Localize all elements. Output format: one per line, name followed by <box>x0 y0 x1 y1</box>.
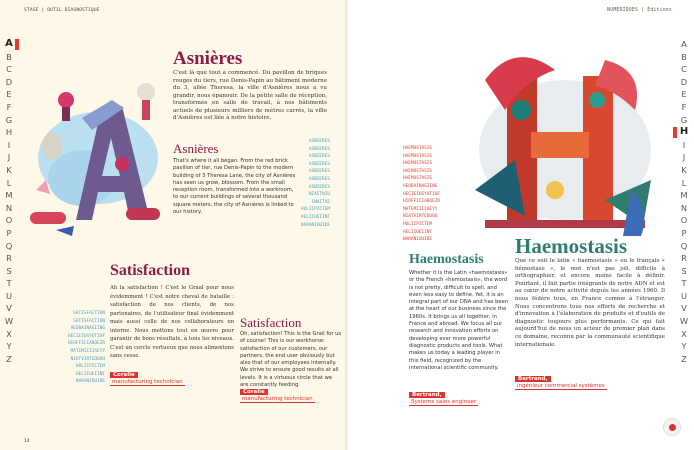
alphabet-letter: D <box>680 76 688 87</box>
word-list-item: HAEMOSTASIS <box>403 168 433 174</box>
alphabet-letter: Y <box>6 341 12 352</box>
bertrand-badge-en <box>409 392 478 406</box>
alphabet-letter: H <box>679 126 689 138</box>
alphabet-letter: L <box>6 177 12 188</box>
word-list-item: HIOFFICIABOEZR <box>67 341 105 347</box>
letter-a-illustration <box>26 60 166 245</box>
word-list-item: ASNIERES <box>308 176 330 182</box>
word-list-item: ASNIERES <box>308 184 330 190</box>
satisfaction-word-column <box>60 310 105 386</box>
alphabet-letter: F <box>681 101 687 112</box>
word-list-item: HEOBAINAGIING <box>403 183 438 189</box>
alphabet-letter: K <box>6 164 12 175</box>
bertrand-badge-fr <box>515 376 607 390</box>
word-list-item: ASNIERES <box>308 169 330 175</box>
word-list-item: SATISFACTION <box>73 311 105 316</box>
word-list-item: ASNIERES <box>308 146 330 152</box>
word-list-item: HAEMOSTASIS <box>403 176 433 182</box>
word-list-item: HOLIIPICTEM <box>300 207 330 213</box>
alphabet-letter: A <box>5 38 13 49</box>
word-list-item: HOLIIPICTEM <box>75 364 105 370</box>
letter-h-illustration <box>455 40 660 240</box>
page-number-left: 14 <box>24 439 30 444</box>
alphabet-index-right <box>677 38 691 365</box>
alphabet-letter: F <box>6 101 12 112</box>
alphabet-letter: Y <box>681 341 687 352</box>
alphabet-letter: N <box>5 202 13 213</box>
word-list-item: NIATVIRTEDUOU <box>70 356 105 362</box>
coralie-badge-en <box>240 389 315 403</box>
alphabet-letter: M <box>5 190 13 201</box>
asnieres-en-title: Asnières <box>173 141 219 156</box>
word-list-item: HAEMOSTASIS <box>403 161 433 167</box>
right-page <box>347 0 694 450</box>
satisfaction-en-text: Oh, satisfaction! This is the Grail for us of course! This is our workhorse: satisfaction of our customers, our partners, the end user obviously but also that of our employees internally. We strive to ensure good results at all levels. It is a virtuous circle that we are constantly feeding. <box>240 331 342 389</box>
alphabet-letter: E <box>6 89 12 100</box>
alphabet-letter: Z <box>6 353 12 364</box>
alphabet-letter: I <box>7 139 11 150</box>
alphabet-letter: M <box>680 190 688 201</box>
alphabet-letter: J <box>682 152 686 163</box>
alphabet-letter: C <box>6 64 12 75</box>
coralie-badge-fr <box>110 372 185 386</box>
badge-name: Coralie <box>110 372 138 378</box>
word-list-item: HAEMOSTASIS <box>403 146 433 151</box>
asnieres-en-text: That's where it all began. From the red brick pavilion of tier, rue Denis-Papin to the modern building of 3 Theresa Lane, the city of Asnières has seen us grow, blossom. From the small reception room, transformed into a workroom, to our current buildings of several thousand square meters, the city of Asnières is linked to our history. <box>173 158 296 216</box>
word-list-item: HAEMOSTASIS <box>403 153 433 159</box>
haemostasis-fr-text: Que ce soit le latin « haemostasis » ou le français « hémostase », le mot n'est pas joli, difficile à orthographier, et encore moins facile à définir. Pourtant, il fait partie intégrante de notre ADN et est au cœur de notre activité depuis les années 1960. Il nous fédère tous, en France comme à l'étranger. Nous concentrons tous nos efforts de recherche et d'innovation à l'élaboration de produits et d'outils de diagnostic toujours plus performants. Ce qui fait aujourd'hui de nous un acteur de premier plan dans ce domaine, reconnu par la communauté scientifique internationale. <box>515 258 665 348</box>
alphabet-letter: G <box>5 114 13 125</box>
word-list-item: HIOFFICIABOEZR <box>403 199 441 205</box>
asnieres-fr-text: C'est là que tout a commencé. Du pavillon de briques rouges du tiers, rue Denis-Papin au bâtiment moderne du 3, allée Theresa, la ville d'Asnières nous a vu grandir, nous épanouir. De la petite salle de réception, transformée en salle de travail, à nos bâtiments actuels de plusieurs milliers de mètres carrés, la ville d'Asnières est liée à notre histoire. <box>173 70 327 121</box>
active-letter-marker <box>15 39 19 50</box>
word-list-item: NIATVIRTEDUOU <box>403 214 438 220</box>
alphabet-letter: P <box>681 227 687 238</box>
word-list-item: SATISFACTION <box>73 318 105 324</box>
badge-role: ingénieur commercial systèmes <box>517 383 605 389</box>
word-list-item: HELIIUEIINT <box>300 214 330 220</box>
satisfaction-en-title: Satisfaction <box>240 315 302 330</box>
alphabet-letter: W <box>679 316 689 327</box>
badge-name: Coralie <box>240 389 268 395</box>
alphabet-letter: D <box>5 76 13 87</box>
word-list-item: HEOBAINAGIING <box>70 326 105 332</box>
alphabet-letter: Q <box>680 240 688 251</box>
badge-name: Bertrand, <box>515 376 551 382</box>
satisfaction-fr-title: Satisfaction <box>110 262 190 279</box>
word-list-item: HELIIUEIINT <box>75 371 105 377</box>
asnieres-fr-title: Asnières <box>173 48 243 69</box>
word-list-item: ASNIERES <box>308 139 330 144</box>
haemostasis-en-title: Haemostasis <box>409 252 484 267</box>
alphabet-letter: R <box>681 253 687 264</box>
haemostasis-en-text: Whether it is the Latin «haemostasis» or the French «hemostasis», the word is not pretty, difficult to spell, and even less easy to define. Yet, it is an integral part of our DNA and has been at the heart of our business since the 1960s. It brings us all together, in France and abroad. We focus all our research and innovation efforts on developing ever more powerful diagnostic products and tools. What makes us today a leading player in this field, recognized by the international scientific community. <box>409 270 509 371</box>
running-head-right: NUMÉRIQUES | Éditions <box>607 8 672 13</box>
badge-name: Bertrand, <box>409 392 445 398</box>
alphabet-letter: G <box>680 114 688 125</box>
word-list-item: NARANIOUIDE <box>403 237 433 243</box>
alphabet-letter: B <box>6 51 12 62</box>
alphabet-letter: H <box>5 127 13 138</box>
word-list-item: ASNIERES <box>308 154 330 160</box>
alphabet-letter: V <box>681 303 687 314</box>
alphabet-letter: S <box>6 265 12 276</box>
gutter-shadow <box>345 0 349 450</box>
word-list-item: NIAETNIU <box>308 192 330 198</box>
alphabet-letter: Z <box>681 353 687 364</box>
alphabet-letter: A <box>681 39 687 49</box>
alphabet-letter: U <box>5 290 13 301</box>
alphabet-letter: J <box>7 152 11 163</box>
alphabet-index-left <box>2 38 16 365</box>
alphabet-letter: R <box>6 253 12 264</box>
word-list-item: HECIEIUSYUTIOF <box>67 333 105 339</box>
alphabet-letter: L <box>681 177 687 188</box>
alphabet-letter: U <box>680 290 688 301</box>
haemostasis-word-column <box>403 145 453 244</box>
word-list-item: MATEMIIIIAEYY <box>403 206 438 212</box>
logo-badge <box>663 418 681 436</box>
alphabet-letter: Q <box>5 240 13 251</box>
alphabet-letter: K <box>681 164 687 175</box>
badge-role: Systems sales engineer <box>411 399 477 405</box>
alphabet-letter: N <box>680 202 688 213</box>
alphabet-letter: E <box>681 89 687 100</box>
badge-role: manufacturing technician <box>242 396 313 402</box>
alphabet-letter: S <box>681 265 687 276</box>
asnieres-word-column <box>292 138 330 229</box>
word-list-item: MATEMIIIIAEYY <box>70 348 105 354</box>
alphabet-letter: P <box>6 227 12 238</box>
badge-role: manufacturing technician <box>112 379 183 385</box>
word-list-item: HECIEIUSYUTIOF <box>403 191 441 197</box>
word-list-item: INAITVE <box>311 199 330 205</box>
word-list-item: NARANIOUIDE <box>300 222 330 228</box>
word-list-item: HOLIIPICTEM <box>403 221 433 227</box>
word-list-item: NARANIOUIDE <box>75 379 105 385</box>
alphabet-letter: X <box>6 328 12 339</box>
word-list-item: HELIIUEIINT <box>403 229 433 235</box>
alphabet-letter: B <box>681 51 687 62</box>
alphabet-letter: I <box>682 139 686 150</box>
alphabet-letter: X <box>681 328 687 339</box>
alphabet-letter: W <box>4 316 14 327</box>
active-letter-marker <box>673 127 677 138</box>
haemostasis-fr-title: Haemostasis <box>515 234 627 258</box>
word-list-item: ASNIERES <box>308 161 330 167</box>
alphabet-letter: V <box>6 303 12 314</box>
satisfaction-fr-text: Ah la satisfaction ! C'est le Graal pour nous évidemment ! C'est notre cheval de bataille : satisfaction de nos clients, de nos partenaires, de l'utilisateur final évidemment mais aussi celle de nos collaborateurs en interne. Nous mettons tout en œuvre pour garantir de bons résultats, à tous les niveaux. C'est un cercle vertueux que nous alimentons sans cesse. <box>110 285 234 359</box>
alphabet-letter: T <box>681 278 687 289</box>
alphabet-letter: T <box>6 278 12 289</box>
alphabet-letter: C <box>681 64 687 75</box>
alphabet-letter: O <box>5 215 13 226</box>
alphabet-letter: O <box>680 215 688 226</box>
running-head-left: STAGE | OUTIL DIAGNOSTIQUE <box>24 8 100 13</box>
